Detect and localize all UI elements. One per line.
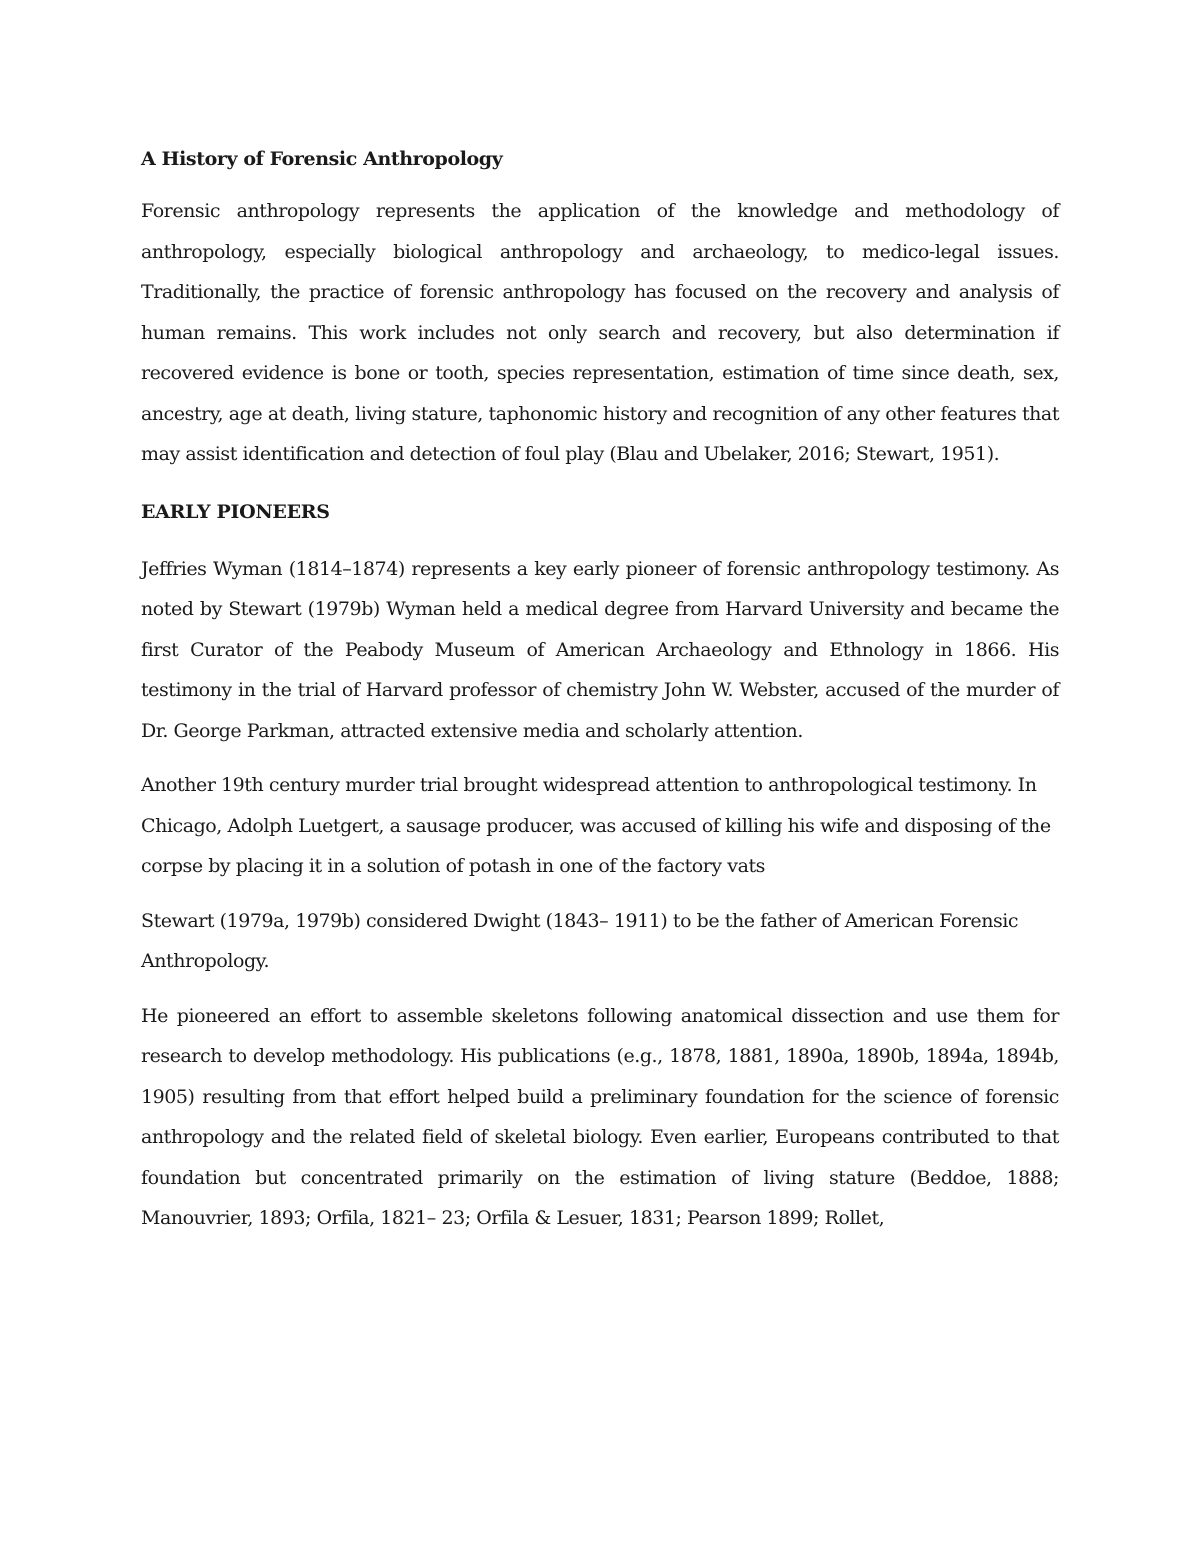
document-body xyxy=(141,139,1059,1256)
intro-paragraph: Forensic anthropology represents the application of the knowledge and methodology of anthropology, especially biological anthropology and archaeology, to medico-legal issues. Traditionally, the practice of forensic anthropology has focused on the recovery and analysis of human remains. This work includes not only search and recovery, but also determination if recovered evidence is bone or tooth, species representation, estimation of time since death, sex, ancestry, age at death, living stature, taphonomic history and recognition of any other features that may assist identification and detection of foul play (Blau and Ubelaker, 2016; Stewart, 1951). xyxy=(141,200,1059,465)
paragraph-wyman: Jeffries Wyman (1814–1874) represents a key early pioneer of forensic anthropology testimony. As noted by Stewart (1979b) Wyman held a medical degree from Harvard University and became the first Curator of the Peabody Museum of American Archaeology and Ethnology in 1866. His testimony in the trial of Harvard professor of chemistry John W. Webster, accused of the murder of Dr. George Parkman, attracted extensive media and scholarly attention. xyxy=(141,557,1059,742)
paragraph-luetgert: Another 19th century murder trial brought widespread attention to anthropological testimony. In Chicago, Adolph Luetgert, a sausage producer, was accused of killing his wife and disposing of the corpse by placing it in a solution of potash in one of the factory vats xyxy=(141,774,1051,877)
paragraph-dwight: Stewart (1979a, 1979b) considered Dwight (1843– 1911) to be the father of American Forensic Anthropology. xyxy=(141,909,1019,972)
document-title: A History of Forensic Anthropology xyxy=(141,148,503,170)
paragraph-skeletons: He pioneered an effort to assemble skeletons following anatomical dissection and use them for research to develop methodology. His publications (e.g., 1878, 1881, 1890a, 1890b, 1894a, 1894b, 1905) resulting from that effort helped build a preliminary foundation for the science of forensic anthropology and the related field of skeletal biology. Even earlier, Europeans contributed to that foundation but concentrated primarily on the estimation of living stature (Beddoe, 1888; Manouvrier, 1893; Orfila, 1821– 23; Orfila & Lesuer, 1831; Pearson 1899; Rollet, xyxy=(141,1004,1059,1229)
section-heading: EARLY PIONEERS xyxy=(141,500,330,523)
